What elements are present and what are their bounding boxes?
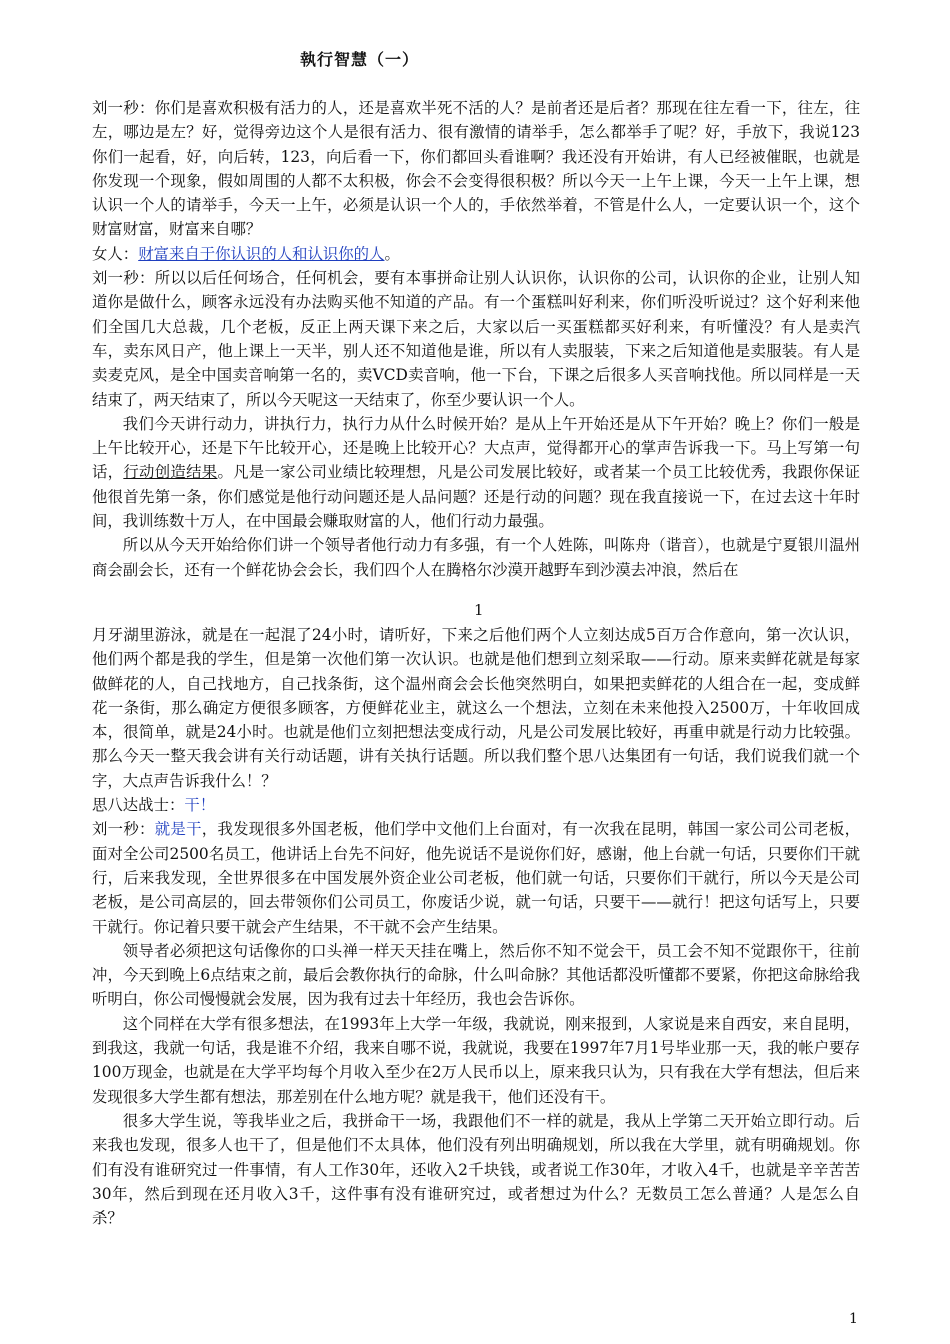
paragraph-8-text: ，我发现很多外国老板，他们学中文他们上台面对，有一次我在昆明，韩国一家公司公司老板，面对全公司2500名员工，他讲话上台先不问好，他先说话不是说你们好，感谢，他上台就一句话，只要你们干就行，后来我发现，全世界很多在中国发展外资企业公司老板，他们就一句话，只要你们干就行，所以今天是公司老板，是公司高层的，回去带领你们公司员工，你废话少说，就一句话，只要干——就行！把这句话写上，只要干就行。你记着只要干就会产生结果，不干就不会产生结果。 xyxy=(92,820,860,936)
paragraph-2 xyxy=(92,242,860,266)
paragraph-4 xyxy=(92,412,860,533)
page-number-mid: 1 xyxy=(474,601,484,619)
paragraph-11: 很多大学生说，等我毕业之后，我拼命干一场，我跟他们不一样的就是，我从上学第二天开始立即行动。后来我也发现，很多人也干了，但是他们不太具体，他们没有列出明确规划，所以我在大学里，就有明确规划。你们有没有谁研究过一件事情，有人工作30年，还收入2千块钱，或者说工作30年，才收入4千，也就是辛辛苦苦30年，然后到现在还月收入3千，这件事有没有谁研究过，或者想过为什么？无数员工怎么普通？人是怎么自杀？ xyxy=(92,1111,860,1228)
speaker-label: 女人： xyxy=(92,244,139,263)
paragraph-8 xyxy=(92,817,860,938)
text-block-lower xyxy=(92,623,860,1230)
paragraph-7 xyxy=(92,793,860,817)
document-title: 執行智慧（一） xyxy=(300,50,420,69)
highlighted-answer: 财富来自于你认识的人和认识你的人 xyxy=(138,244,385,263)
paragraph-10: 这个同样在大学有很多想法，在1993年上大学一年级，我就说，刚来报到，人家说是来自西安，来自昆明，到我这，我就一句话，我是谁不介绍，我来自哪不说，我就说，我要在1997年7月1号毕业那一天，我的帐户要存100万现金，也就是在大学平均每个月收入至少在2万人民币以上，原来我只认为，只有我在大学有想法，但后来发现很多大学生都有想法，那差别在什么地方呢？就是我干，他们还没有干。 xyxy=(92,1014,860,1106)
punctuation: 。 xyxy=(384,244,400,263)
underlined-phrase: 行动创造结果 xyxy=(123,463,218,482)
page-number-footer: 1 xyxy=(849,1311,858,1327)
paragraph-9: 领导者必须把这句话像你的口头禅一样天天挂在嘴上，然后你不知不觉会干，员工会不知不觉跟你干，往前冲，今天到晚上6点结束之前，最后会教你执行的命脉，什么叫命脉？其他话都没听懂都不要紧，你把这命脉给我听明白，你公司慢慢就会发展，因为我有过去十年经历，我也会告诉你。 xyxy=(92,941,860,1009)
speaker-label: 思八达战士： xyxy=(92,796,185,815)
highlighted-answer: 就是干 xyxy=(154,820,202,839)
paragraph-1: 刘一秒：你们是喜欢积极有活力的人，还是喜欢半死不活的人？是前者还是后者？那现在往左看一下，往左，往左，哪边是左？好，觉得旁边这个人是很有活力、很有激情的请举手，怎么都举手了呢？好，手放下，我说123你们一起看，好，向后转，123，向后看一下，你们都回头看谁啊？我还没有开始讲，有人已经被催眠，也就是你发现一个现象，假如周围的人都不太积极，你会不会变得很积极？所以今天一上午上课，今天一上午上课，想认识一个人的请举手，今天一上午，必须是认识一个人的，手依然举着，不管是什么人，一定要认识一个，这个财富财富，财富来自哪？ xyxy=(92,99,860,239)
highlighted-answer: 干！ xyxy=(184,796,216,815)
paragraph-6: 月牙湖里游泳，就是在一起混了24小时，请听好，下来之后他们两个人立刻达成5百万合作意向，第一次认识，他们两个都是我的学生，但是第一次他们第一次认识。也就是他们想到立刻采取——行动。原来卖鲜花就是每家做鲜花的人，自己找地方，自己找条街，这个温州商会会长他突然明白，如果把卖鲜花的人组合在一起，变成鲜花一条街，那么确定方便很多顾客，方便鲜花业主，就这么一个想法，立刻在未来他投入2500万，十年收回成本，很简单，就是24小时。也就是他们立刻把想法变成行动，凡是公司发展比较好，再重申就是行动力比较强。那么今天一整天我会讲有关行动话题，讲有关执行话题。所以我们整个思八达集团有一句话，我们说我们就一个字，大点声告诉我什么！？ xyxy=(92,626,860,790)
paragraph-4-text-b: 。凡是一家公司业绩比较理想，凡是公司发展比较好，或者某一个员工比较优秀，我跟你保证他很首先第一条，你们感觉是他行动问题还是人品问题？还是行动的问题？现在我直接说一下，在过去这十年时间，我训练数十万人，在中国最会赚取财富的人，他们行动力最强。 xyxy=(92,463,860,531)
paragraph-3: 刘一秒：所以以后任何场合，任何机会，要有本事拼命让别人认识你，认识你的公司，认识你的企业，让别人知道你是做什么，顾客永远没有办法购买他不知道的产品。有一个蛋糕叫好利来，你们听没听说过？这个好利来他们全国几大总裁，几个老板，反正上两天课下来之后，大家以后一买蛋糕都买好利来，有听懂没？有人是卖汽车，卖东风日产，他上课上一天半，别人还不知道他是谁，所以有人卖服装，下来之后知道他是卖服装。有人是卖麦克风，是全中国卖音响第一名的，卖VCD卖音响，他一下台，下课之后很多人买音响找他。所以同样是一天结束了，两天结束了，所以今天呢这一天结束了，你至少要认识一个人。 xyxy=(92,269,860,409)
text-block-upper xyxy=(92,96,860,582)
paragraph-4-text-a: 我们今天讲行动力，讲执行力，执行力从什么时候开始？是从上午开始还是从下午开始？晚上？你们一般是上午比较开心，还是下午比较开心，还是晚上比较开心？大点声，觉得都开心的掌声告诉我一下。马上写第一句话， xyxy=(92,414,860,482)
paragraph-5: 所以从今天开始给你们讲一个领导者他行动力有多强，有一个人姓陈，叫陈舟（谐音），也就是宁夏银川温州商会副会长，还有一个鲜花协会会长，我们四个人在腾格尔沙漠开越野车到沙漠去冲浪，然后在 xyxy=(92,536,860,579)
speaker-label: 刘一秒： xyxy=(92,820,155,839)
